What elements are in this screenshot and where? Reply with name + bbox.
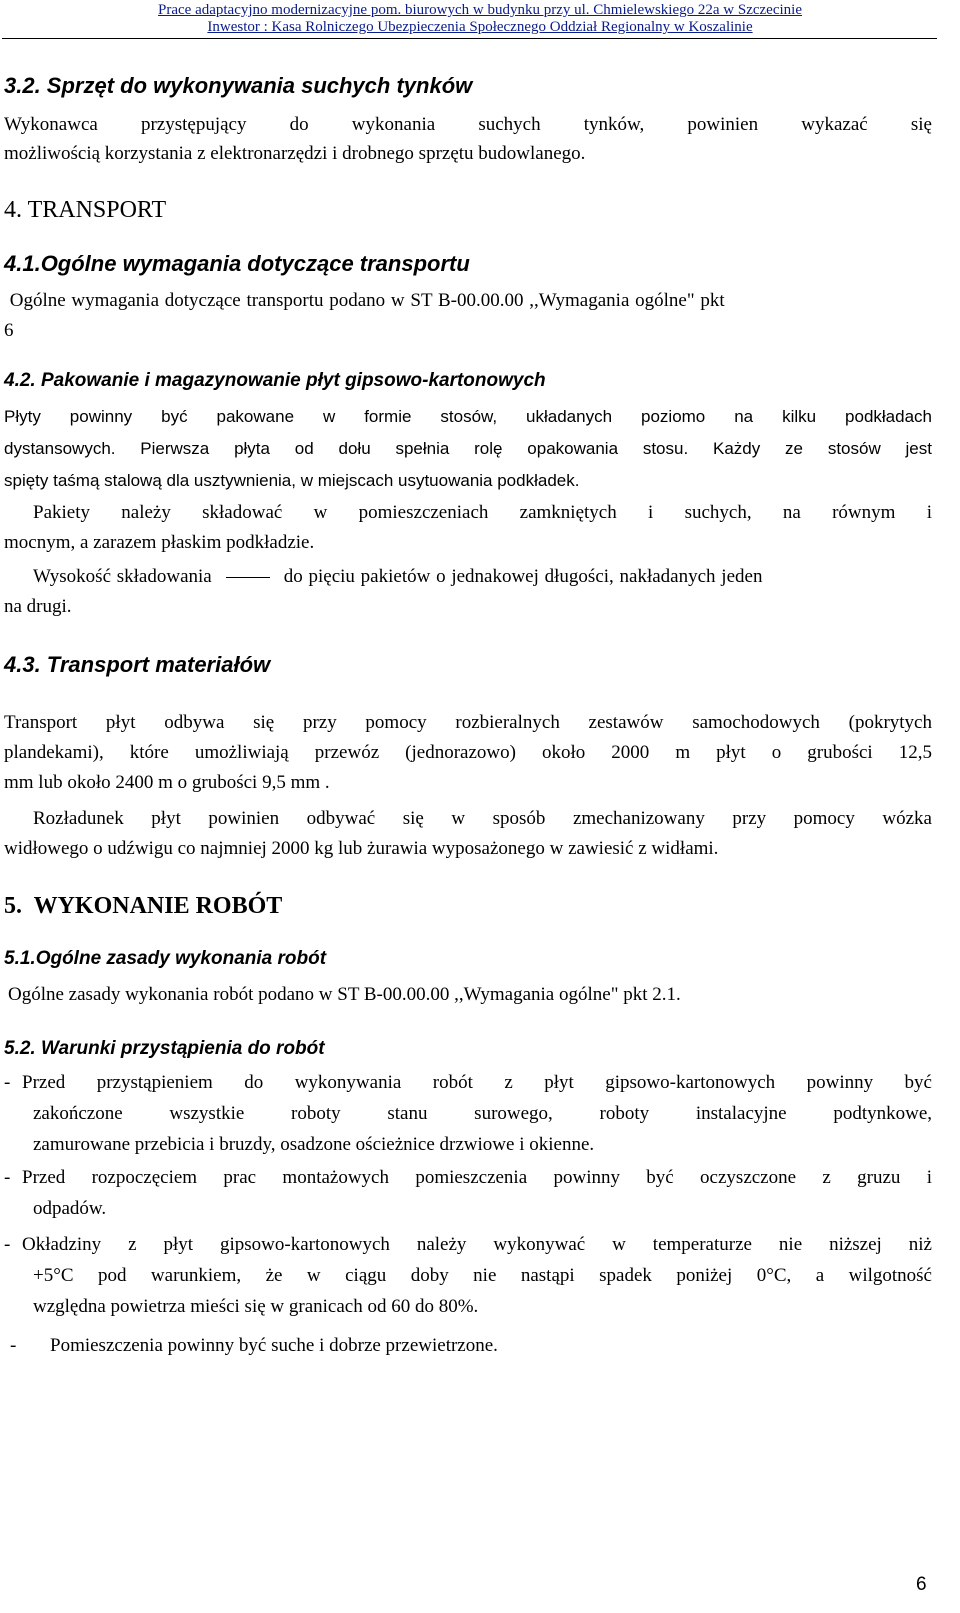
header-divider xyxy=(2,38,937,39)
s42-p2-line-1: Pakiety należy składować w pomieszczeniach zamkniętych i suchych, na równym i xyxy=(33,502,932,523)
bullet-dash: - xyxy=(4,1072,11,1093)
heading-5: 5. WYKONANIE ROBÓT xyxy=(4,893,283,919)
s42-p1-line-2: dystansowych. Pierwsza płyta od dołu spełnia rolę opakowania stosu. Każdy ze stosów jest xyxy=(4,439,932,458)
s42-p2-line-2: mocnym, a zarazem płaskim podkładzie. xyxy=(4,532,315,553)
s42-p1-line-1: Płyty powinny być pakowane w formie stosów, układanych poziomo na kilku podkładach xyxy=(4,407,932,426)
s43-p1-line-2: plandekami), które umożliwiają przewóz (jednorazowo) około 2000 m płyt o grubości 12,5 xyxy=(4,742,932,763)
s51-line-1: Ogólne zasady wykonania robót podano w ST B-00.00.00 ,,Wymagania ogólne" pkt 2.1. xyxy=(8,984,681,1005)
s52-b1-line-1: Przed przystąpieniem do wykonywania robót z płyt gipsowo-kartonowych powinny być xyxy=(22,1072,932,1093)
s32-para-line-1: Wykonawca przystępujący do wykonania suchych tynków, powinien wykazać się xyxy=(4,114,932,135)
em-dash-rule xyxy=(226,577,270,578)
s52-b4-line-1: Pomieszczenia powinny być suche i dobrze przewietrzone. xyxy=(50,1335,498,1356)
heading-3-2: 3.2. Sprzęt do wykonywania suchych tynków xyxy=(4,73,473,98)
s42-p3-part-a: Wysokość składowania xyxy=(33,566,212,587)
bullet-dash: - xyxy=(4,1234,11,1255)
s42-p3-part-b: do pięciu pakietów o jednakowej długości, nakładanych jeden xyxy=(283,566,763,587)
s52-b1-line-3: zamurowane przebicia i bruzdy, osadzone ościeżnice drzwiowe i okienne. xyxy=(33,1134,595,1155)
s41-line-1: Ogólne wymagania dotyczące transportu podano w ST B-00.00.00 ,,Wymagania ogólne" pkt xyxy=(4,290,725,311)
page-number: 6 xyxy=(916,1574,927,1595)
s32-para-line-2: możliwością korzystania z elektronarzędzi i drobnego sprzętu budowlanego. xyxy=(4,143,586,164)
s41-line-2: 6 xyxy=(4,320,14,341)
s52-b2-line-2: odpadów. xyxy=(33,1198,107,1219)
s52-b3-line-1: Okładziny z płyt gipsowo-kartonowych należy wykonywać w temperaturze nie niższej niż xyxy=(22,1234,932,1255)
heading-4: 4. TRANSPORT xyxy=(4,197,167,223)
s42-p3-line-2: na drugi. xyxy=(4,596,72,617)
s43-p1-line-3: mm lub około 2400 m o grubości 9,5 mm . xyxy=(4,772,330,793)
s52-b3-line-2: +5°C pod warunkiem, że w ciągu doby nie nastąpi spadek poniżej 0°C, a wilgotność xyxy=(33,1265,932,1286)
bullet-dash: - xyxy=(4,1167,11,1188)
s43-p2-line-2: widłowego o udźwigu co najmniej 2000 kg lub żurawia wyposażonego w zawiesić z widłami. xyxy=(4,838,719,859)
s52-b2-line-1: Przed rozpoczęciem prac montażowych pomieszczenia powinny być oczyszczone z gruzu i xyxy=(22,1167,932,1188)
s52-b1-line-2: zakończone wszystkie roboty stanu surowego, roboty instalacyjne podtynkowe, xyxy=(33,1103,932,1124)
s43-p1-line-1: Transport płyt odbywa się przy pomocy rozbieralnych zestawów samochodowych (pokrytych xyxy=(4,712,932,733)
s42-p3-line-1 xyxy=(4,562,932,591)
heading-5-2: 5.2. Warunki przystąpienia do robót xyxy=(4,1038,325,1059)
bullet-dash: - xyxy=(10,1335,17,1356)
s43-p2-line-1: Rozładunek płyt powinien odbywać się w sposób zmechanizowany przy pomocy wózka xyxy=(33,808,932,829)
heading-4-3: 4.3. Transport materiałów xyxy=(4,652,271,677)
header-project-line: Prace adaptacyjno modernizacyjne pom. biurowych w budynku przy ul. Chmielewskiego 22a w Szczecinie xyxy=(158,2,802,18)
heading-4-1: 4.1.Ogólne wymagania dotyczące transportu xyxy=(4,251,470,276)
s42-p1-line-3: spięty taśmą stalową dla usztywnienia, w miejscach usytuowania podkładek. xyxy=(4,471,580,490)
s52-b3-line-3: względna powietrza mieści się w granicach od 60 do 80%. xyxy=(33,1296,479,1317)
heading-4-2: 4.2. Pakowanie i magazynowanie płyt gipsowo-kartonowych xyxy=(4,370,546,391)
header-investor-line: Inwestor : Kasa Rolniczego Ubezpieczenia Społecznego Oddział Regionalny w Koszalinie xyxy=(207,19,753,35)
heading-5-1: 5.1.Ogólne zasady wykonania robót xyxy=(4,948,327,969)
